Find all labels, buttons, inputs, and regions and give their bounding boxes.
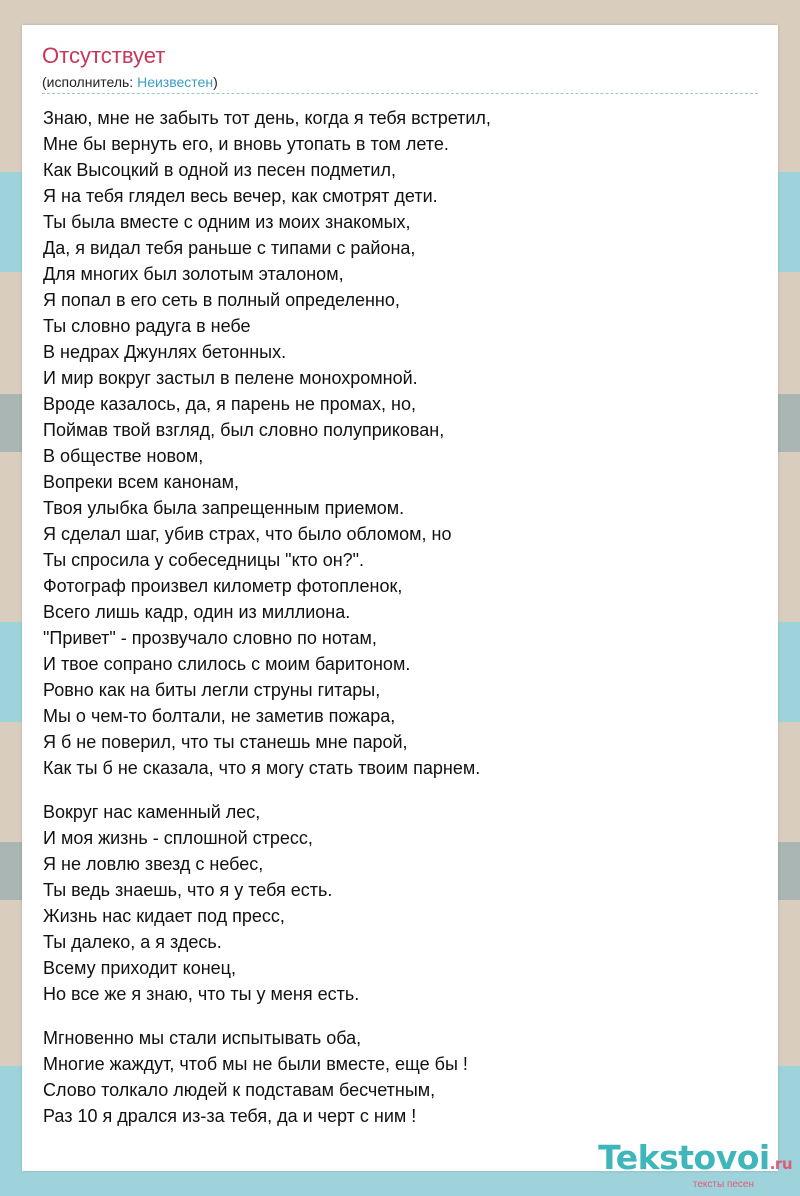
lyric-line: Но все же я знаю, что ты у меня есть.: [43, 984, 360, 1004]
stanza-gap: [43, 781, 758, 799]
artist-link[interactable]: Неизвестен: [137, 74, 214, 90]
lyric-line: Я не ловлю звезд с небес,: [43, 854, 264, 874]
lyric-line: И твое сопрано слилось с моим баритоном.: [43, 654, 411, 674]
logo-main-text: Tekstovoi: [598, 1138, 770, 1177]
lyric-line: И мир вокруг застыл в пелене монохромной.: [43, 368, 418, 388]
lyric-line: Вокруг нас каменный лес,: [43, 802, 261, 822]
lyric-line: Ты далеко, а я здесь.: [43, 932, 222, 952]
artist-line: [42, 74, 218, 90]
lyric-line: Раз 10 я дрался из-за тебя, да и черт с ним !: [43, 1106, 417, 1126]
stanza-gap: [43, 1007, 758, 1025]
header-divider: [42, 93, 758, 94]
logo-subtitle: тексты песен: [692, 1179, 754, 1190]
lyric-line: Для многих был золотым эталоном,: [43, 264, 344, 284]
lyric-line: Мгновенно мы стали испытывать оба,: [43, 1028, 362, 1048]
lyric-line: Я сделал шаг, убив страх, что было обломом, но: [43, 524, 452, 544]
lyric-line: Ты словно радуга в небе: [43, 316, 251, 336]
artist-prefix: (исполнитель:: [42, 74, 138, 90]
lyric-line: Твоя улыбка была запрещенным приемом.: [43, 498, 405, 518]
logo-wordmark: [598, 1140, 792, 1182]
lyric-line: Поймав твой взгляд, был словно полуприкован,: [43, 420, 445, 440]
lyric-line: Вопреки всем канонам,: [43, 472, 240, 492]
lyric-line: В обществе новом,: [43, 446, 204, 466]
lyric-line: Всему приходит конец,: [43, 958, 236, 978]
lyric-line: Фотограф произвел километр фотопленок,: [43, 576, 403, 596]
lyrics-body: [43, 105, 758, 1129]
lyric-line: Да, я видал тебя раньше с типами с района,: [43, 238, 416, 258]
lyric-line: Ты была вместе с одним из моих знакомых,: [43, 212, 411, 232]
lyric-line: Мне бы вернуть его, и вновь утопать в том лете.: [43, 134, 449, 154]
lyric-line: В недрах Джунлях бетонных.: [43, 342, 287, 362]
lyric-line: И моя жизнь - сплошной стресс,: [43, 828, 313, 848]
song-title: Отсутствует: [42, 43, 166, 68]
logo-tld: .ru: [769, 1155, 792, 1173]
lyric-line: Всего лишь кадр, один из миллиона.: [43, 602, 351, 622]
verse-2: [43, 1025, 758, 1129]
verse-1: [43, 105, 758, 781]
chorus: [43, 799, 758, 1007]
lyric-line: Жизнь нас кидает под пресс,: [43, 906, 285, 926]
artist-suffix: ): [213, 74, 218, 90]
lyric-line: Я попал в его сеть в полный определенно,: [43, 290, 400, 310]
lyric-line: Ровно как на биты легли струны гитары,: [43, 680, 381, 700]
lyric-line: Ты ведь знаешь, что я у тебя есть.: [43, 880, 333, 900]
lyric-line: Знаю, мне не забыть тот день, когда я тебя встретил,: [43, 108, 491, 128]
lyric-line: Многие жаждут, чтоб мы не были вместе, еще бы !: [43, 1054, 468, 1074]
lyrics-card: [22, 25, 778, 1171]
lyric-line: Слово толкало людей к подставам бесчетным,: [43, 1080, 436, 1100]
lyric-line: Мы о чем-то болтали, не заметив пожара,: [43, 706, 396, 726]
site-logo[interactable]: [598, 1140, 792, 1190]
lyric-line: Как ты б не сказала, что я могу стать твоим парнем.: [43, 758, 481, 778]
lyric-line: Как Высоцкий в одной из песен подметил,: [43, 160, 396, 180]
lyric-line: Я на тебя глядел весь вечер, как смотрят дети.: [43, 186, 438, 206]
lyric-line: Вроде казалось, да, я парень не промах, но,: [43, 394, 417, 414]
lyric-line: "Привет" - прозвучало словно по нотам,: [43, 628, 377, 648]
lyric-line: Ты спросила у собеседницы "кто он?".: [43, 550, 365, 570]
lyric-line: Я б не поверил, что ты станешь мне парой,: [43, 732, 408, 752]
